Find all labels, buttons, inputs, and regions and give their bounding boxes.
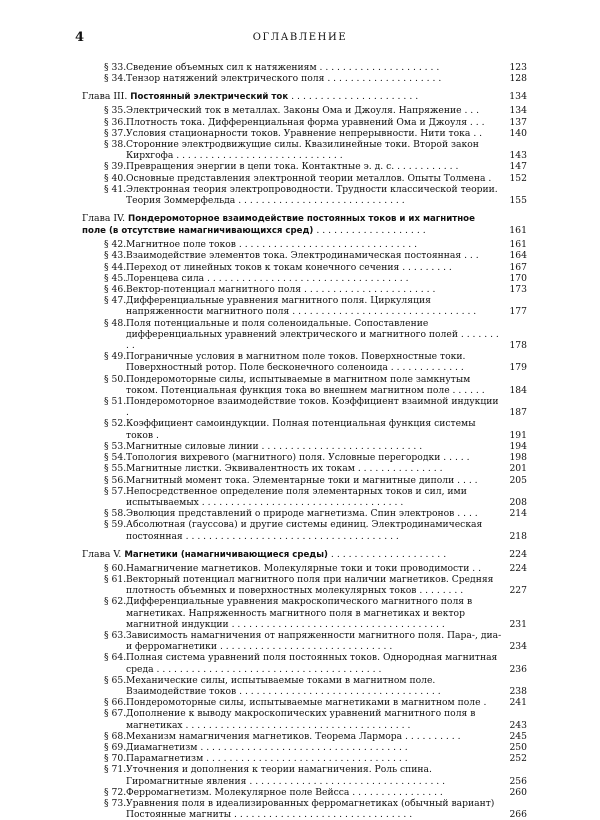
chapter-label: Глава V. [82, 548, 122, 560]
section-page: 170 [509, 272, 527, 284]
section-number: § 64. [104, 652, 127, 664]
section-page: 191 [509, 429, 527, 441]
toc-entry [82, 798, 527, 820]
chapter-text [82, 213, 527, 237]
section-number: § 66. [104, 697, 127, 709]
section-page: 152 [509, 172, 527, 184]
section-title: Сведение объемных сил к натяжениям . . . . . . . . . . . . . . . . . . . . . [126, 62, 440, 73]
toc-entry [82, 731, 527, 742]
section-page: 140 [509, 127, 527, 139]
section-title: Вектор-потенциал магнитного поля . . . . . . . . . . . . . . . . . . . . . . . [126, 284, 436, 296]
section-page: 208 [509, 496, 527, 508]
section-title: Непосредственное определение поля элементарных токов и сил, ими испытываемых . . . . . . . . . . . . . . . . . . . . . . . . . . . . . . . . . . . [126, 485, 467, 508]
toc-entry [82, 596, 527, 630]
section-page: 238 [509, 685, 527, 697]
section-title: Намагничение магнетиков. Молекулярные токи и токи проводимости . . [126, 562, 482, 574]
section-page: 201 [509, 463, 527, 475]
toc-entry [82, 452, 527, 463]
section-page: 147 [509, 161, 527, 173]
toc-entry [82, 418, 527, 440]
section-number: § 42. [104, 239, 127, 251]
section-number: § 55. [104, 463, 127, 475]
toc-entry [82, 574, 527, 596]
section-title: Дифференциальные уравнения макроскопического магнитного поля в магнетиках. Напряженность магнитного поля в магнетиках и вектор магнитной индукции . . . . . . . . . . . . . . . . . . . . . . . . . . . . . . . . . . . . . [126, 596, 473, 630]
section-page: 179 [509, 362, 527, 374]
section-number: § 38. [104, 139, 127, 151]
section-title: Плотность тока. Дифференциальная форма уравнений Ома и Джоуля . . . [126, 116, 485, 128]
toc-entry [82, 239, 527, 250]
section-number: § 70. [104, 753, 127, 765]
page-header [75, 30, 525, 46]
section-number: § 59. [104, 519, 127, 531]
section-title: Эволюция представлений о природе магнетизма. Спин электронов . . . . [126, 508, 478, 520]
chapter-heading [82, 213, 527, 237]
section-page: 155 [509, 195, 527, 207]
toc-entry [82, 563, 527, 574]
toc-entry [82, 630, 527, 652]
section-title: Полная система уравнений поля постоянных токов. Однородная магнитная среда . . . . . . . . . . . . . . . . . . . . . . . . . . . . . . . . . . . . . . . [126, 652, 498, 675]
section-page: 194 [509, 440, 527, 452]
section-title: Магнитный момент тока. Элементарные токи и магнитные диполи . . . . [126, 474, 478, 486]
section-number: § 65. [104, 674, 127, 686]
section-page: 205 [509, 474, 527, 486]
section-number: § 58. [104, 508, 127, 520]
toc-entry [82, 73, 527, 84]
toc-entry [82, 128, 527, 139]
section-number: § 35. [104, 105, 127, 117]
chapter-heading [82, 91, 527, 103]
section-number: § 62. [104, 596, 127, 608]
section-title: Уравнения поля в идеализированных ферромагнетиках (обычный вариант) Постоянные магниты . . . . . . . . . . . . . . . . . . . . . . . . . . . . . . . [126, 797, 495, 820]
section-page: 173 [509, 284, 527, 296]
section-title: Дополнение к выводу макроскопических уравнений магнитного поля в магнетиках . . . . . . . . . . . . . . . . . . . . . . . . . . . . . . . . . . . . . . . [126, 708, 476, 731]
section-title: Механические силы, испытываемые токами в магнитном поле. Взаимодействие токов . . . . . . . . . . . . . . . . . . . . . . . . . . . . . . . . . . . [126, 674, 441, 697]
toc-entry [82, 652, 527, 674]
chapter-leader: . . . . . . . . . . . . . . . . . . . . . . [291, 91, 419, 103]
chapter-title: Пондеромоторное взаимодействие постоянных токов и их магнитное поле (в отсутствие намагничивающихся сред) [82, 214, 475, 237]
toc-entry [82, 697, 527, 708]
section-title: Пондеромоторные силы, испытываемые в магнитном поле замкнутым током. Потенциальная функция тока во внешнем магнитном поле . . . . . . [126, 373, 485, 396]
section-number: § 36. [104, 116, 127, 128]
section-title: Абсолютная (гауссова) и другие системы единиц. Электродинамическая постоянная . . . . . . . . . . . . . . . . . . . . . . . . . . . . . . . . . . . . . [126, 519, 483, 542]
toc-entry [82, 62, 527, 73]
section-title: Взаимодействие элементов тока. Электродинамическая постоянная . . . [126, 250, 479, 262]
section-page: 234 [509, 641, 527, 653]
section-page: 252 [509, 753, 527, 765]
toc-entry [82, 351, 527, 373]
section-title: Ферромагнетизм. Молекулярное поле Вейсса . . . . . . . . . . . . . . . . [126, 786, 443, 798]
section-page: 198 [509, 452, 527, 464]
section-title: Магнитные листки. Эквивалентность их токам . . . . . . . . . . . . . . . [126, 463, 443, 475]
section-page: 143 [509, 150, 527, 162]
section-title: Переход от линейных токов к токам конечного сечения . . . . . . . . . [126, 261, 452, 273]
section-page: 123 [509, 62, 527, 73]
toc-entry [82, 486, 527, 508]
toc-entry [82, 173, 527, 184]
section-title: Магнитное поле токов . . . . . . . . . . . . . . . . . . . . . . . . . . . . . . . [126, 239, 418, 251]
section-title: Поля потенциальные и поля соленоидальные. Сопоставление дифференциальных уравнений электрического и магнитного полей . . . . . . . . . [126, 317, 499, 352]
toc-entry [82, 184, 527, 206]
section-title: Пограничные условия в магнитном поле токов. Поверхностные токи. Поверхностный ротор. Поле бесконечного соленоида . . . . . . . . . . . . . [126, 351, 466, 374]
section-number: § 43. [104, 250, 127, 262]
section-title: Электрический ток в металлах. Законы Ома и Джоуля. Напряжение . . . [126, 105, 480, 117]
toc-entry [82, 139, 527, 161]
section-title: Пондеромоторные силы, испытываемые магнетиками в магнитном поле . [126, 697, 487, 709]
toc-entry [82, 273, 527, 284]
section-page: 224 [509, 562, 527, 574]
toc-entry [82, 708, 527, 730]
chapter-page: 224 [509, 548, 527, 560]
section-title: Превращения энергии в цепи тока. Контактные э. д. с. . . . . . . . . . . . [126, 161, 459, 173]
section-number: § 34. [104, 73, 127, 85]
section-page: 187 [509, 407, 527, 419]
chapter-page: 134 [509, 91, 527, 103]
chapter-heading [82, 549, 527, 561]
section-page: 178 [509, 340, 527, 352]
section-title: Условия стационарности токов. Уравнение непрерывности. Нити тока . . [126, 127, 483, 139]
toc-entry [82, 764, 527, 786]
toc-entry [82, 295, 527, 317]
toc-entry [82, 396, 527, 418]
section-title: Основные представления электронной теории металлов. Опыты Толмена . [126, 172, 492, 184]
section-page: 256 [509, 775, 527, 787]
section-title: Векторный потенциал магнитного поля при наличии магнетиков. Средняя плотность объемных и поверхностных молекулярных токов . . . . . . . . [126, 573, 494, 597]
toc-entry [82, 161, 527, 172]
section-page: 260 [509, 786, 527, 798]
chapter-label: Глава III. [82, 91, 128, 103]
chapter-leader: . . . . . . . . . . . . . . . . . . . [316, 225, 426, 237]
section-number: § 41. [104, 183, 127, 195]
section-title: Сторонние электродвижущие силы. Квазилинейные токи. Второй закон Кирхгофа . . . . . . . . . . . . . . . . . . . . . . . . . . . . . [126, 139, 479, 162]
section-page: 218 [509, 530, 527, 542]
section-number: § 37. [104, 127, 127, 139]
toc-entry [82, 374, 527, 396]
toc-entry [82, 753, 527, 764]
chapter-page: 161 [509, 225, 527, 237]
toc-entry [82, 742, 527, 753]
section-page: 137 [509, 116, 527, 128]
section-title: Тензор натяжений электрического поля . . . . . . . . . . . . . . . . . . . . [126, 73, 442, 85]
section-title: Уточнения и дополнения к теории намагничения. Роль спина. Гиромагнитные явления . . . . . . . . . . . . . . . . . . . . . . . . . . . . . . . . . . [126, 764, 446, 787]
section-page: 167 [509, 261, 527, 273]
section-page: 227 [509, 585, 527, 597]
section-title: Механизм намагничения магнетиков. Теорема Лармора . . . . . . . . . . [126, 730, 461, 742]
section-number: § 67. [104, 708, 127, 720]
section-page: 236 [509, 663, 527, 675]
toc-entry [82, 519, 527, 541]
toc-entry [82, 250, 527, 261]
section-number: § 51. [104, 396, 127, 408]
section-number: § 48. [104, 317, 127, 329]
section-number: § 45. [104, 272, 127, 284]
toc-entry [82, 117, 527, 128]
chapter-text [82, 549, 527, 561]
chapter-title: Магнетики (намагничивающиеся среды) [124, 549, 328, 560]
section-title: Электронная теория электропроводности. Трудности классической теории. Теория Зоммерфельда . . . . . . . . . . . . . . . . . . . . . . . . . . . . . [126, 183, 498, 207]
section-number: § 71. [104, 764, 127, 776]
section-title: Дифференциальные уравнения магнитного поля. Циркуляция напряженности магнитного поля . . . . . . . . . . . . . . . . . . . . . . . . . . . . . . . . [126, 295, 477, 318]
section-page: 241 [509, 697, 527, 709]
section-number: § 73. [104, 797, 127, 809]
section-page: 214 [509, 508, 527, 520]
toc-entry [82, 463, 527, 474]
section-number: § 63. [104, 629, 127, 641]
chapter-leader: . . . . . . . . . . . . . . . . . . . . [330, 548, 447, 560]
section-number: § 57. [104, 485, 127, 497]
toc-entry [82, 105, 527, 116]
section-number: § 61. [104, 573, 127, 585]
chapter-title: Постоянный электрический ток [130, 92, 289, 103]
section-number: § 39. [104, 161, 127, 173]
section-number: § 68. [104, 730, 127, 742]
toc-entry [82, 284, 527, 295]
toc-entry [82, 787, 527, 798]
section-page: 243 [509, 719, 527, 731]
section-title: Лоренцева сила . . . . . . . . . . . . . . . . . . . . . . . . . . . . . . . . . . . [126, 272, 409, 284]
section-page: 245 [509, 730, 527, 742]
section-number: § 56. [104, 474, 127, 486]
section-page: 177 [509, 306, 527, 318]
section-title: Коэффициент самоиндукции. Полная потенциальная функция системы токов . [126, 418, 476, 441]
section-page: 164 [509, 250, 527, 262]
section-title: Зависимость намагничения от напряженности магнитного поля. Пара-, диа- и ферромагнетики . . . . . . . . . . . . . . . . . . . . . . . . . . . . . . [126, 629, 502, 653]
chapter-label: Глава IV. [82, 213, 126, 225]
toc-entry [82, 475, 527, 486]
section-number: § 53. [104, 440, 127, 452]
chapter-text [82, 91, 527, 103]
section-number: § 47. [104, 295, 127, 307]
section-title: Парамагнетизм . . . . . . . . . . . . . . . . . . . . . . . . . . . . . . . . . . . [126, 753, 408, 765]
section-page: 266 [509, 809, 527, 820]
section-number: § 69. [104, 741, 127, 753]
page-number: 4 [75, 30, 85, 45]
toc-entry [82, 262, 527, 273]
toc-entry [82, 441, 527, 452]
section-page: 231 [509, 618, 527, 630]
section-number: § 44. [104, 261, 127, 273]
section-page: 161 [509, 239, 527, 251]
page-title: ОГЛАВЛЕНИЕ [252, 32, 348, 43]
section-page: 134 [509, 105, 527, 117]
section-title: Диамагнетизм . . . . . . . . . . . . . . . . . . . . . . . . . . . . . . . . . . . . [126, 741, 408, 753]
table-of-contents [82, 62, 527, 820]
section-number: § 33. [104, 62, 127, 73]
section-number: § 54. [104, 452, 127, 464]
section-number: § 60. [104, 562, 127, 574]
section-number: § 40. [104, 172, 127, 184]
section-number: § 52. [104, 418, 127, 430]
toc-entry [82, 318, 527, 352]
section-page: 250 [509, 741, 527, 753]
section-number: § 50. [104, 373, 127, 385]
section-number: § 46. [104, 284, 127, 296]
toc-entry [82, 508, 527, 519]
section-number: § 72. [104, 786, 127, 798]
section-number: § 49. [104, 351, 127, 363]
section-page: 128 [509, 73, 527, 85]
section-title: Магнитные силовые линии . . . . . . . . . . . . . . . . . . . . . . . . . . . . [126, 440, 423, 452]
toc-entry [82, 675, 527, 697]
section-title: Пондеромоторное взаимодействие токов. Коэффициент взаимной индукции . [126, 396, 499, 419]
section-title: Топология вихревого (магнитного) поля. Условные перегородки . . . . . [126, 452, 470, 464]
section-page: 184 [509, 384, 527, 396]
